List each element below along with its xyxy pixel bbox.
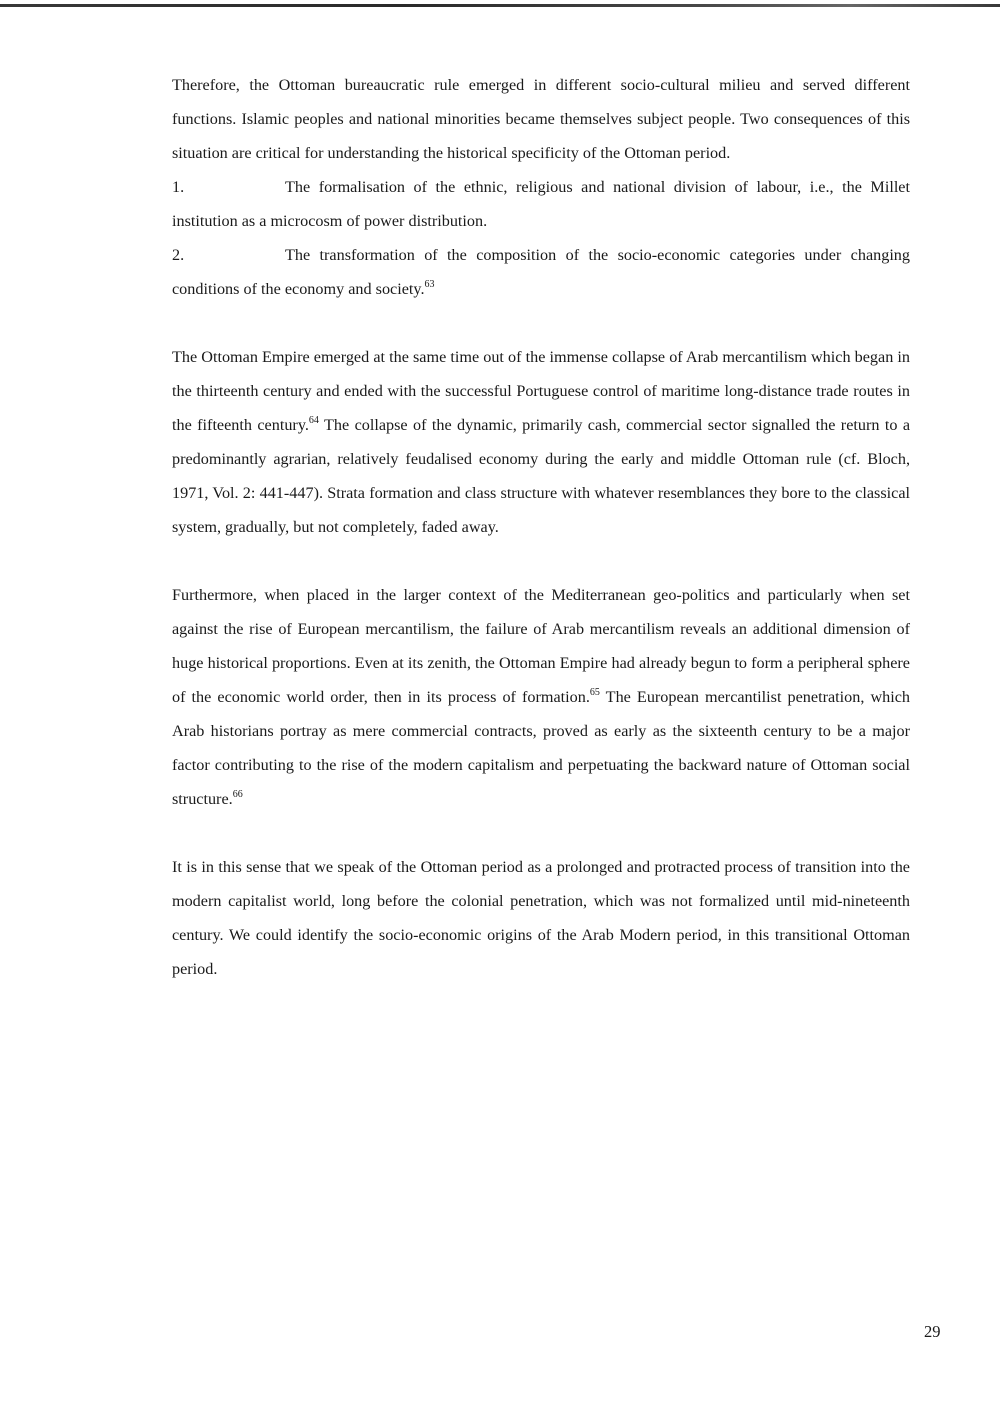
page-body — [172, 68, 910, 986]
paragraph-2-part-1: The Ottoman Empire emerged at the same time out of the immense collapse of Arab mercantilism which began in the thirteenth century and ended with the successful Portuguese control of maritime long-distance trade routes in the fifteenth century. — [172, 348, 910, 434]
paragraph-2 — [172, 340, 910, 544]
paragraph-3-part-2: The European mercantilist penetration, which Arab historians portray as mere commercial contracts, proved as early as the sixteenth century to be a major factor contributing to the rise of the modern capitalism and perpetuating the backward nature of Ottoman social structure. — [172, 688, 911, 808]
footnote-ref-64: 64 — [308, 415, 319, 426]
scan-top-edge — [0, 4, 1000, 7]
footnote-ref-63: 63 — [424, 279, 435, 290]
paragraph-1: Therefore, the Ottoman bureaucratic rule emerged in different socio-cultural milieu and served different functions. Islamic peoples and national minorities became themselves subject people. Two consequences of this situation are critical for understanding the historical specificity of the Ottoman period. — [172, 76, 910, 162]
list-item-1-text: The formalisation of the ethnic, religious and national division of labour, i.e., the Millet institution as a microcosm of power distribution. — [172, 178, 910, 230]
list-item-2-number: 2. — [172, 246, 185, 264]
paragraph-4: It is in this sense that we speak of the Ottoman period as a prolonged and protracted process of transition into the modern capitalist world, long before the colonial penetration, which was not formalized until mid-nineteenth century. We could identify the socio-economic origins of the Arab Modern period, in this transitional Ottoman period. — [172, 858, 910, 978]
footnote-ref-66: 66 — [232, 789, 243, 800]
list-item-1 — [172, 170, 910, 238]
paragraph-3-part-1: Furthermore, when placed in the larger context of the Mediterranean geo-politics and particularly when set against the rise of European mercantilism, the failure of Arab mercantilism reveals an additional dimension of huge historical proportions. Even at its zenith, the Ottoman Empire had already begun to form a peripheral sphere of the economic world order, then in its process of formation. — [172, 586, 910, 706]
list-item-1-number: 1. — [172, 178, 185, 196]
list-item-2 — [172, 238, 910, 306]
list-item-2-text: The transformation of the composition of the socio-economic categories under changing conditions of the economy and society. — [172, 246, 910, 298]
paragraph-3 — [172, 578, 910, 816]
paragraph-2-part-2: The collapse of the dynamic, primarily cash, commercial sector signalled the return to a predominantly agrarian, relatively feudalised economy during the early and middle Ottoman rule (cf. Bloch, 1971, Vol. 2: 441-447). Strata formation and class structure with whatever resemblances they bore to the classical system, gradually, but not completely, faded away. — [172, 416, 911, 536]
footnote-ref-65: 65 — [589, 687, 600, 698]
page-number: 29 — [924, 1322, 941, 1341]
